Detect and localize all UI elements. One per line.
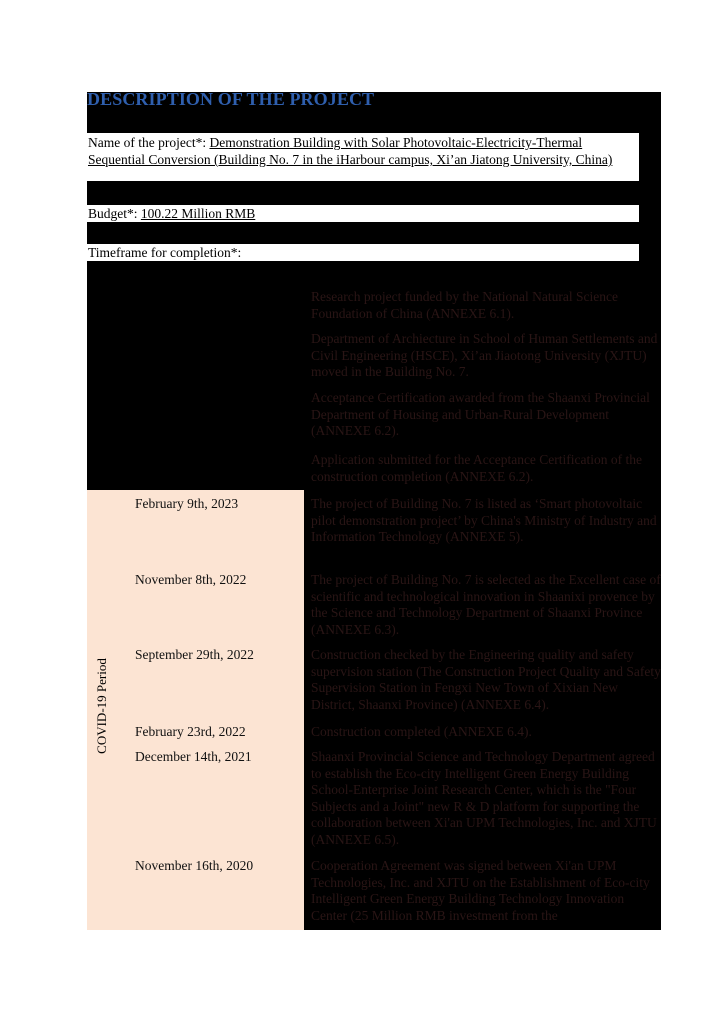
- timeline-entry-text: The project of Building No. 7 is listed as ‘Smart photovoltaic pilot demonstration project’ by China's Ministry of Industry and Information Technology (ANNEXE 5).: [311, 496, 657, 545]
- timeline-entry-date: February 23rd, 2022: [135, 724, 246, 739]
- budget-field: [87, 205, 639, 222]
- timeline-entry-date: November 16th, 2020: [135, 858, 254, 873]
- timeline-entry-date: November 8th, 2022: [135, 572, 247, 587]
- timeline-entry-text: Cooperation Agreement was signed between Xi'an UPM Technologies, Inc. and XJTU on the Establishment of Eco-city Intelligent Green Energy Building Technology Innovation Center (25 Million RMB investment from the: [311, 858, 650, 923]
- section-heading: DESCRIPTION OF THE PROJECT: [87, 89, 375, 109]
- timeline-entry-text: Acceptance Certification awarded from the Shaanxi Provincial Department of Housing and Urban-Rural Development (ANNEXE 6.2).: [311, 390, 650, 439]
- timeline-entry-text: Construction completed (ANNEXE 6.4).: [311, 724, 532, 739]
- timeline-entry-text: Department of Archiecture in School of Human Settlements and Civil Engineering (HSCE), Xi’an Jiaotong University (XJTU) moved in the Building No. 7.: [311, 331, 658, 380]
- timeline-entry-text: Application submitted for the Acceptance Certification of the construction completion (ANNEXE 6.2).: [311, 452, 643, 484]
- budget-label: Budget*:: [88, 206, 141, 221]
- timeline-entry-date: September 29th, 2022: [135, 647, 254, 662]
- timeline-entry-text: Research project funded by the National Natural Science Foundation of China (ANNEXE 6.1).: [311, 289, 618, 321]
- budget-value: 100.22 Million RMB: [140, 206, 256, 221]
- project-name-value: Demonstration Building with Solar Photovoltaic-Electricity-Thermal Sequential Conversion (Building No. 7 in the iHarbour campus, Xi’an Jiatong University, China): [88, 135, 613, 167]
- timeframe-field: [87, 244, 639, 261]
- timeframe-label: Timeframe for completion*:: [88, 245, 242, 260]
- timeline-entry-date: December 14th, 2021: [135, 749, 252, 764]
- timeline-entry-text: Shaanxi Provincial Science and Technology Department agreed to establish the Eco-city Intelligent Green Energy Building School-Enterprise Joint Research Center, which is the "Four Subjects and a Joint" new R & D platform for supporting the collaboration between Xi'an UPM Technologies, Inc. and XJTU (ANNEXE 6.5).: [311, 749, 657, 847]
- project-name-label: Name of the project*:: [88, 135, 210, 150]
- timeline-entry-text: The project of Building No. 7 is selected as the Excellent case of scientific and technological innovation in Shaanixi provence by the Science and Technology Department of Shaanxi Province (ANNEXE 6.3).: [311, 572, 661, 637]
- timeline-entry-date: February 9th, 2023: [135, 496, 239, 511]
- project-name-field: [87, 133, 639, 181]
- timeline-entry-text: Construction checked by the Engineering quality and safety supervision station (The Construction Project Quality and Safety Supervision Station in Fengxi New Town of Xixian New District, Shaanxi Province) (ANNEXE 6.4).: [311, 647, 661, 712]
